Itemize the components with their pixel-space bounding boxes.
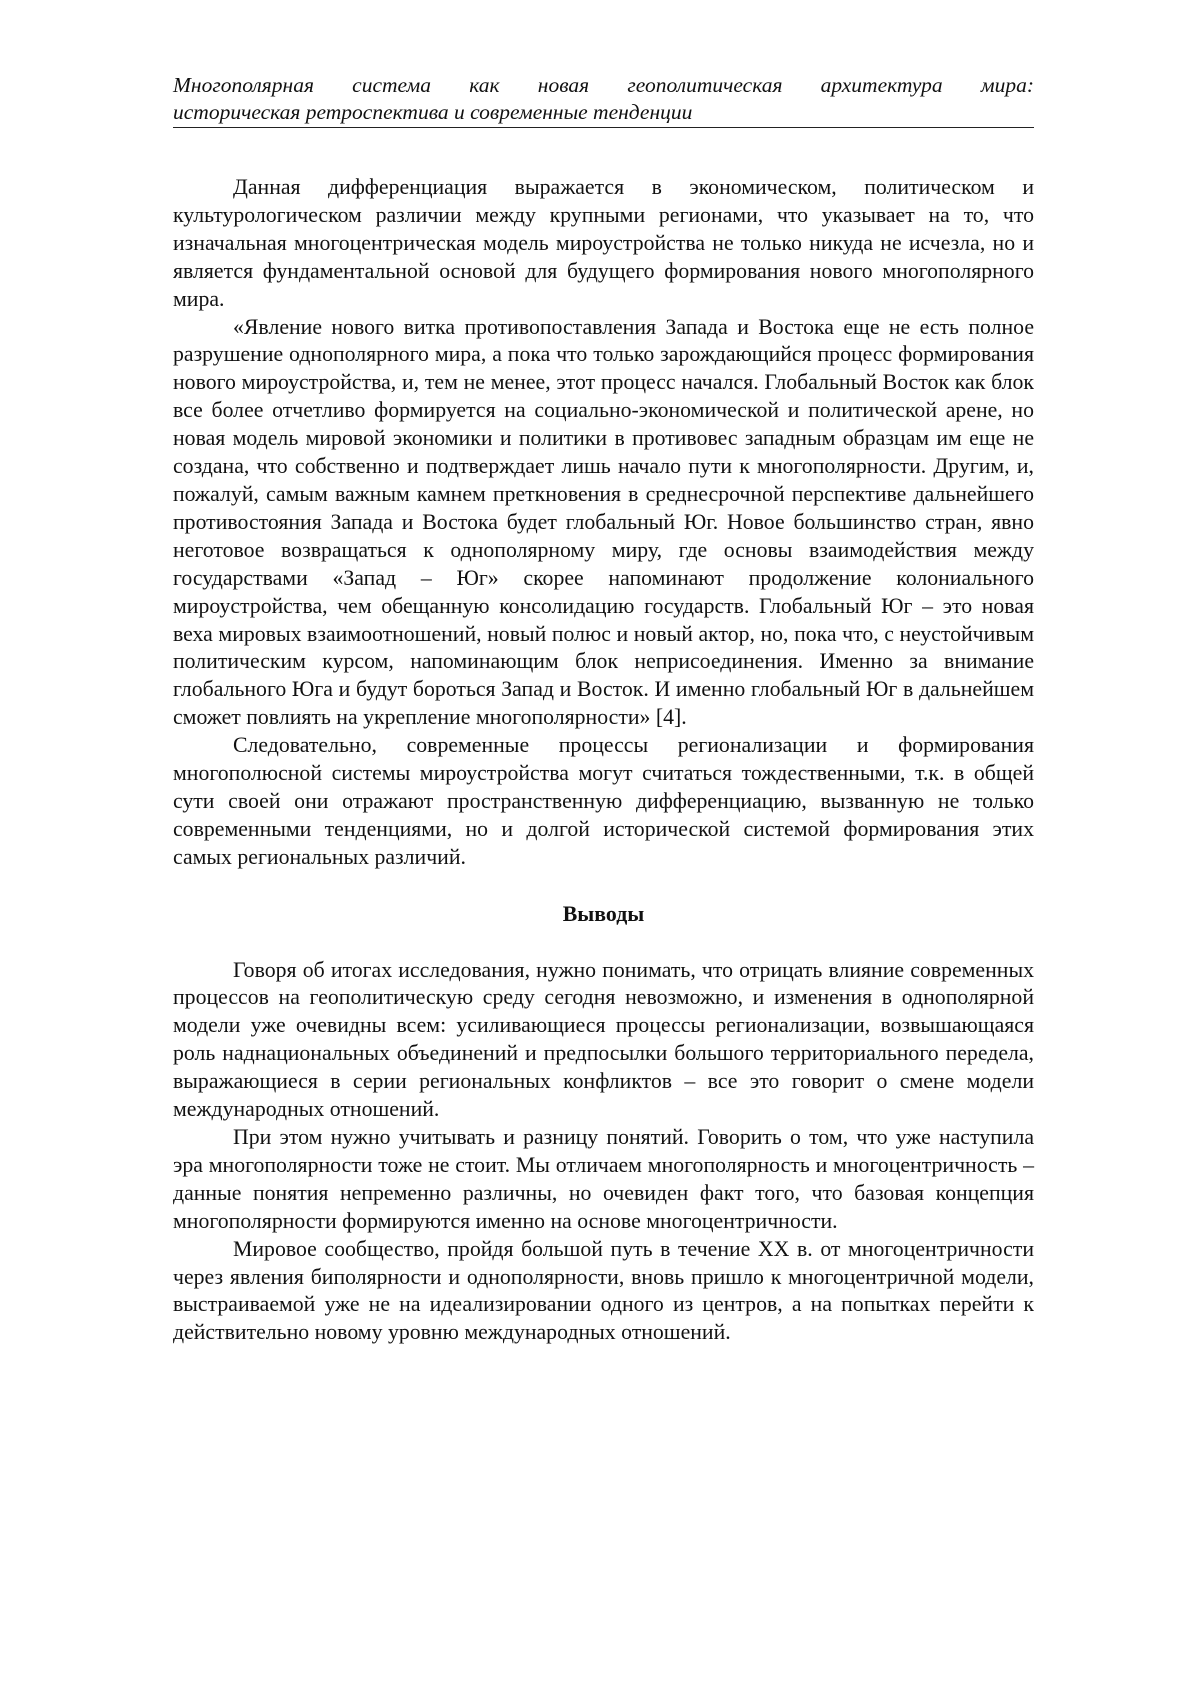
running-header-line-1: Многополярная система как новая геополитическая архитектура мира: — [173, 73, 1034, 97]
body-paragraph: Следовательно, современные процессы регионализации и формирования многополюсной системы мироустройства могут считаться тождественными, т.к. в общей сути своей они отражают пространственную дифференциацию, вызванную не только современными тенденциями, но и долгой исторической системой формирования этих самых региональных различий. — [173, 733, 1034, 869]
running-header — [173, 72, 1034, 128]
document-page — [173, 0, 1034, 1347]
body-paragraph: При этом нужно учитывать и разницу понятий. Говорить о том, что уже наступила эра многополярности тоже не стоит. Мы отличаем многополярность и многоцентричность – данные понятия непременно различны, но очевиден факт того, что базовая концепция многополярности формируются именно на основе многоцентричности. — [173, 1125, 1034, 1233]
document-body — [173, 174, 1034, 1347]
section-heading: Выводы — [562, 901, 645, 926]
body-paragraph: Мировое сообщество, пройдя большой путь в течение XX в. от многоцентричности через явления биполярности и однополярности, вновь пришло к многоцентричной модели, выстраиваемой уже не на идеализировании одного из центров, а на попытках перейти к действительно новому уровню международных отношений. — [173, 1236, 1034, 1345]
running-header-line-2: историческая ретроспектива и современные тенденции — [173, 100, 693, 124]
quote-paragraph: «Явление нового витка противопоставления Запада и Востока еще не есть полное разрушение однополярного мира, а пока что только зарождающийся процесс формирования нового мироустройства, и, тем не менее, этот процесс начался. Глобальный Восток как блок все более отчетливо формируется на социально-экономической и политической арене, но новая модель мировой экономики и политики в противовес западным образцам им еще не создана, что собственно и подтверждает лишь начало пути к многополярности. Другим, и, пожалуй, самым важным камнем преткновения в среднесрочной перспективе дальнейшего противостояния Запада и Востока будет глобальный Юг. Новое большинство стран, явно неготовое возвращаться к однополярному миру, где основы взаимодействия между государствами «Запад – Юг» скорее напоминают продолжение колониального мироустройства, чем обещанную консолидацию государств. Глобальный Юг – это новая веха мировых взаимоотношений, новый полюс и новый актор, но, пока что, с неустойчивым политическим курсом, напоминающим блок неприсоединения. Именно за внимание глобального Юга и будут бороться Запад и Восток. И именно глобальный Юг в дальнейшем сможет повлиять на укрепление многополярности» [4]. — [173, 314, 1034, 730]
body-paragraph: Данная дифференциация выражается в экономическом, политическом и культурологическом различии между крупными регионами, что указывает на то, что изначальная многоцентрическая модель мироустройства не только никуда не исчезла, но и является фундаментальной основой для будущего формирования нового многополярного мира. — [173, 175, 1034, 311]
body-paragraph: Говоря об итогах исследования, нужно понимать, что отрицать влияние современных процессов на геополитическую среду сегодня невозможно, и изменения в однополярной модели уже очевидны всем: усиливающиеся процессы регионализации, возвышающаяся роль наднациональных объединений и предпосылки большого территориального передела, выражающиеся в серии региональных конфликтов – все это говорит о смене модели международных отношений. — [173, 957, 1034, 1122]
